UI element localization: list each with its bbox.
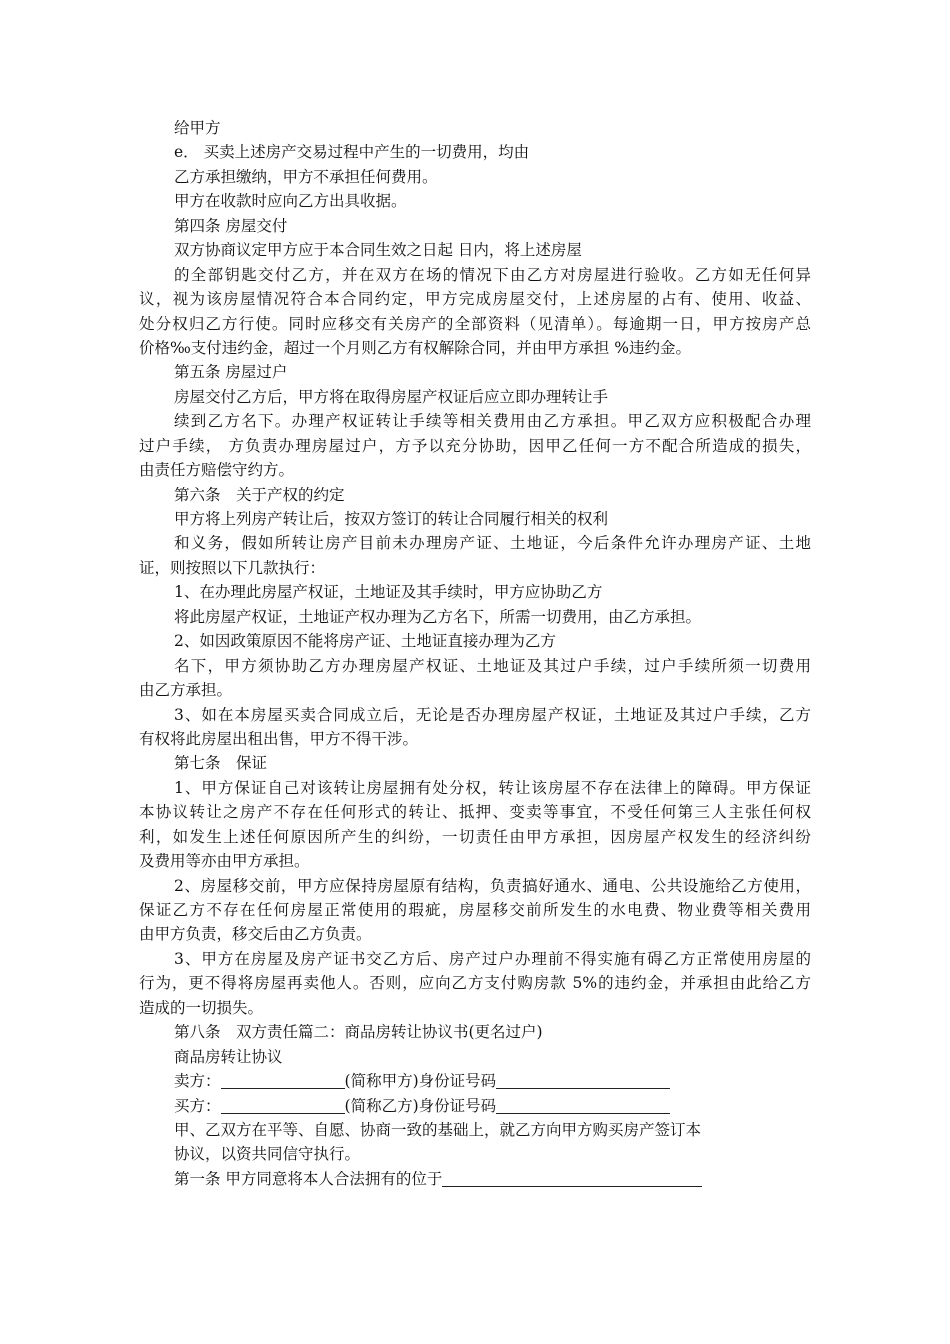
text-line: 甲、乙双方在平等、自愿、协商一致的基础上，就乙方向甲方购买房产签订本 [174, 1120, 702, 1139]
location-blank[interactable] [442, 1170, 702, 1187]
text-line: 处分权归乙方行使。同时应移交有关房产的全部资料（见清单）。每逾期一日，甲方按房产总 [139, 314, 811, 333]
text-line: 房屋交付乙方后，甲方将在取得房屋产权证后应立即办理转让手 [174, 387, 609, 406]
text-line: 议，视为该房屋情况符合本合同约定，甲方完成房屋交付，上述房屋的占有、使用、收益、 [139, 290, 811, 309]
text-line: 3、如在本房屋买卖合同成立后，无论是否办理房屋产权证，土地证及其过户手续，乙方 [174, 705, 811, 724]
text-line: 行为，更不得将房屋再卖他人。否则，应向乙方支付购房款 5%的违约金，并承担由此给乙方 [139, 974, 811, 993]
text-line: e． 买卖上述房产交易过程中产生的一切费用，均由 [174, 143, 530, 162]
id-number-blank[interactable] [496, 1072, 670, 1089]
buyer-line [139, 1094, 811, 1118]
seller-line [139, 1069, 811, 1093]
name-blank[interactable] [221, 1097, 345, 1114]
text-line: 名下，甲方须协助乙方办理房屋产权证、土地证及其过户手续，过户手续所须一切费用 [174, 656, 811, 675]
text-line: 的全部钥匙交付乙方，并在双方在场的情况下由乙方对房屋进行验收。乙方如无任何异 [174, 265, 811, 284]
text-line: 将此房屋产权证，土地证产权办理为乙方名下，所需一切费用，由乙方承担。 [174, 607, 702, 626]
text-line: 证，则按照以下几款执行： [139, 558, 326, 577]
party-label: 买方： [174, 1096, 221, 1115]
text-line: 2、房屋移交前，甲方应保持房屋原有结构，负责搞好通水、通电、公共设施给乙方使用， [174, 876, 811, 895]
text-line: 第六条 关于产权的约定 [174, 485, 345, 504]
text-line: 双方协商议定甲方应于本合同生效之日起 日内，将上述房屋 [174, 241, 582, 260]
text-line: 及费用等亦由甲方承担。 [139, 852, 310, 871]
text-line: 给甲方 [174, 119, 221, 137]
text-line: 有权将此房屋出租出售，甲方不得干涉。 [139, 729, 419, 748]
text-line: 续到乙方名下。办理产权证转让手续等相关费用由乙方承担。甲乙双方应积极配合办理 [174, 412, 811, 431]
text-line: 过户手续， 方负责办理房屋过户，方予以充分协助，因甲乙任何一方不配合所造成的损失， [139, 436, 811, 455]
text-line: 2、如因政策原因不能将房产证、土地证直接办理为乙方 [174, 632, 556, 651]
text-line: 造成的一切损失。 [139, 998, 264, 1017]
text-line: 价格‰支付违约金，超过一个月则乙方有权解除合同，并由甲方承担 %违约金。 [139, 338, 691, 357]
article-one-line [139, 1167, 811, 1191]
id-label: (简称乙方)身份证号码 [344, 1096, 497, 1115]
text-line: 利，如发生上述任何原因所产生的纠纷，一切责任由甲方承担，因房屋产权发生的经济纠纷 [139, 827, 811, 846]
text-line: 协议，以资共同信守执行。 [174, 1145, 361, 1164]
party-label: 卖方： [174, 1072, 221, 1091]
text-line: 1、在办理此房屋产权证，土地证及其手续时，甲方应协助乙方 [174, 583, 603, 602]
name-blank[interactable] [221, 1072, 345, 1089]
text-line: 第八条 双方责任篇二：商品房转让协议书(更名过户) [174, 1023, 543, 1042]
text-line: 由责任方赔偿守约方。 [139, 461, 295, 480]
document-body [139, 116, 811, 1191]
text-line: 1、甲方保证自己对该转让房屋拥有处分权，转让该房屋不存在法律上的障碍。甲方保证 [174, 778, 811, 797]
text-line: 3、甲方在房屋及房产证书交乙方后、房产过户办理前不得实施有碍乙方正常使用房屋的 [174, 949, 811, 968]
id-number-blank[interactable] [496, 1097, 670, 1114]
text-line: 第七条 保证 [174, 754, 268, 773]
text-line: 甲方将上列房产转让后，按双方签订的转让合同履行相关的权利 [174, 510, 609, 528]
text-line: 第五条 房屋过户 [174, 363, 288, 382]
article-one-text: 第一条 甲方同意将本人合法拥有的位于 [174, 1169, 443, 1188]
text-line: 第四条 房屋交付 [174, 216, 288, 235]
text-line: 由甲方负责，移交后由乙方负责。 [139, 925, 372, 944]
text-line: 本协议转让之房产不存在任何形式的转让、抵押、变卖等事宜，不受任何第三人主张任何权 [139, 803, 811, 822]
text-line: 保证乙方不存在任何房屋正常使用的瑕疵，房屋移交前所发生的水电费、物业费等相关费用 [139, 901, 811, 919]
text-line: 商品房转让协议 [174, 1047, 283, 1066]
text-line: 和义务，假如所转让房产目前未办理房产证、土地证，今后条件允许办理房产证、土地 [174, 534, 811, 553]
text-line: 乙方承担缴纳，甲方不承担任何费用。 [174, 167, 438, 186]
id-label: (简称甲方)身份证号码 [344, 1072, 497, 1091]
text-line: 甲方在收款时应向乙方出具收据。 [174, 192, 407, 211]
text-line: 由乙方承担。 [139, 681, 233, 700]
